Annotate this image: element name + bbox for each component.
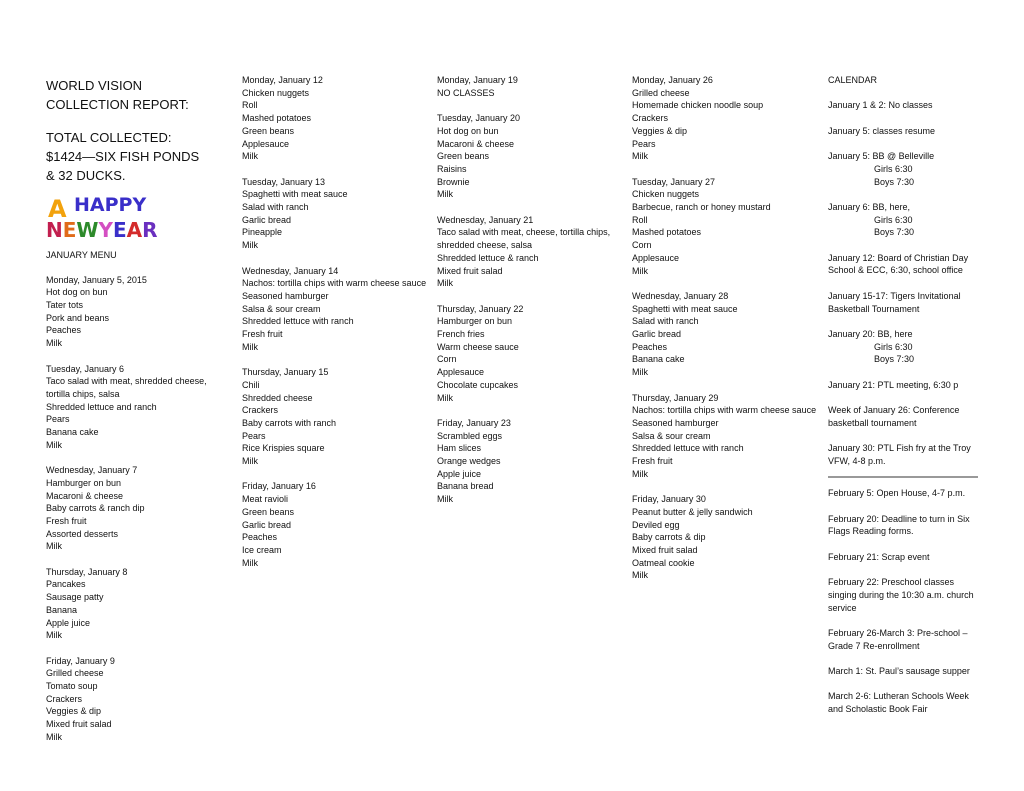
menu-item: Chicken nuggets <box>632 189 700 200</box>
menu-item: Hamburger on bun <box>437 316 513 327</box>
menu-item: Corn <box>437 354 457 365</box>
calendar-event-line: Boys 7:30 <box>874 176 915 187</box>
menu-day <box>242 74 427 163</box>
logo-line-2 <box>46 218 158 242</box>
menu-item: Hot dog on bun <box>46 287 108 298</box>
calendar-event-line: January 1 & 2: No classes <box>828 100 933 111</box>
menu-item: Milk <box>437 494 453 505</box>
menu-item: Hot dog on bun <box>437 125 499 136</box>
menu-item: Peaches <box>242 532 278 543</box>
menu-day-heading: Friday, January 9 <box>46 655 115 666</box>
menu-item: Ice cream <box>242 544 282 555</box>
calendar-event <box>828 442 978 467</box>
menu-item: Deviled egg <box>632 519 680 530</box>
menu-item: Green beans <box>242 125 295 136</box>
calendar-event-line: January 5: classes resume <box>828 125 936 136</box>
menu-item: Crackers <box>632 113 669 124</box>
menu-item: Warm cheese sauce <box>437 341 519 352</box>
menu-day-heading: Thursday, January 8 <box>46 566 128 577</box>
report-title: WORLD VISION COLLECTION REPORT: <box>46 78 189 112</box>
menu-item: Peaches <box>632 341 668 352</box>
menu-item: Mixed fruit salad <box>437 265 503 276</box>
menu-item: Milk <box>46 439 62 450</box>
menu-item: Roll <box>632 214 648 225</box>
menu-day <box>242 480 427 569</box>
menu-item: Tater tots <box>46 300 84 310</box>
menu-item: Green beans <box>437 151 490 162</box>
menu-day-heading: Friday, January 16 <box>242 481 316 492</box>
menu-item: Milk <box>242 151 258 162</box>
menu-days-col1 <box>46 274 226 744</box>
menu-day <box>46 655 226 744</box>
menu-days-col3 <box>437 74 622 506</box>
menu-item: Nachos: tortilla chips with warm cheese sauce <box>242 278 427 289</box>
menu-day <box>437 112 622 201</box>
menu-item: Salad with ranch <box>632 316 699 327</box>
menu-day <box>632 392 817 481</box>
menu-day-heading: Wednesday, January 21 <box>437 214 534 225</box>
calendar-event <box>828 125 978 138</box>
column-4 <box>632 74 817 595</box>
calendar-event-line: January 12: Board of Christian Day School & ECC, 6:30, school office <box>828 252 969 276</box>
menu-day <box>632 74 817 163</box>
menu-item: Banana cake <box>632 354 685 365</box>
calendar-event <box>828 379 978 392</box>
column-2 <box>242 74 427 582</box>
menu-item: Corn <box>632 240 652 251</box>
menu-item: Milk <box>632 265 648 276</box>
menu-item: Scrambled eggs <box>437 430 503 441</box>
menu-item: Milk <box>437 392 453 403</box>
menu-item: Mashed potatoes <box>632 227 702 238</box>
menu-item: Baby carrots with ranch <box>242 417 337 428</box>
menu-item: Fresh fruit <box>46 515 87 526</box>
menu-item: Fresh fruit <box>242 329 283 340</box>
calendar-event-line: Boys 7:30 <box>874 354 915 365</box>
menu-day <box>632 493 817 582</box>
menu-day-heading: Wednesday, January 14 <box>242 265 339 276</box>
menu-item: Crackers <box>242 405 279 416</box>
menu-item: Pears <box>46 414 70 425</box>
menu-item: Milk <box>46 731 62 742</box>
calendar-event-line: Girls 6:30 <box>874 341 913 352</box>
menu-item: Garlic bread <box>632 329 682 340</box>
menu-item: Peanut butter & jelly sandwich <box>632 506 753 517</box>
calendar-event <box>828 576 978 614</box>
menu-day-heading: Monday, January 19 <box>437 75 518 85</box>
menu-item: Seasoned hamburger <box>242 290 329 301</box>
menu-item: Milk <box>437 189 453 200</box>
menu-item: Milk <box>242 341 258 352</box>
logo-letter-e1: E <box>62 218 77 242</box>
menu-item: Milk <box>46 630 62 641</box>
menu-item: Banana cake <box>46 427 99 438</box>
logo-line-1: HAPPY <box>74 194 147 216</box>
calendar-event-line: Boys 7:30 <box>874 227 915 238</box>
logo-letter-w: W <box>76 218 99 242</box>
menu-item: Salad with ranch <box>242 202 309 213</box>
menu-item: Macaroni & cheese <box>46 490 124 501</box>
menu-item: Apple juice <box>46 617 91 628</box>
menu-item: Raisins <box>437 163 467 174</box>
menu-item: Pineapple <box>242 227 283 238</box>
calendar-event <box>828 290 978 315</box>
menu-item: Oatmeal cookie <box>632 557 695 568</box>
menu-item: Hamburger on bun <box>46 477 122 488</box>
calendar-event <box>828 99 978 112</box>
menu-day <box>46 464 226 553</box>
menu-day <box>242 265 427 354</box>
menu-item: Milk <box>46 338 62 349</box>
menu-day-heading: Thursday, January 15 <box>242 367 329 378</box>
menu-day-heading: Wednesday, January 28 <box>632 290 729 301</box>
menu-day-heading: Thursday, January 29 <box>632 392 719 403</box>
menu-item: Salsa & sour cream <box>632 430 711 441</box>
menu-item: Chili <box>242 379 260 390</box>
menu-item: Pancakes <box>46 579 86 590</box>
menu-item: Baby carrots & ranch dip <box>46 503 145 514</box>
calendar-event-line: January 15-17: Tigers Invitational Basketball Tournament <box>828 290 961 314</box>
menu-item: Salsa & sour cream <box>242 303 321 314</box>
menu-item: Fresh fruit <box>632 456 673 467</box>
menu-day-heading: Thursday, January 22 <box>437 303 524 314</box>
menu-day <box>437 214 622 290</box>
menu-item: Milk <box>242 557 258 568</box>
menu-item: Peaches <box>46 325 82 336</box>
calendar-event <box>828 665 978 678</box>
menu-day <box>242 366 427 468</box>
menu-day <box>437 417 622 506</box>
menu-day-heading: Tuesday, January 6 <box>46 363 125 374</box>
menu-item: Applesauce <box>437 367 485 378</box>
menu-item: Garlic bread <box>242 519 292 530</box>
calendar-event-line: February 22: Preschool classes singing during the 10:30 a.m. church service <box>828 577 974 613</box>
menu-day-heading: Friday, January 30 <box>632 494 706 505</box>
calendar-event-line: Week of January 26: Conference basketball tournament <box>828 405 960 428</box>
calendar-event <box>828 201 978 239</box>
calendar-event-line: January 21: PTL meeting, 6:30 p <box>828 379 959 390</box>
menu-item: Ham slices <box>437 443 482 454</box>
logo-letter-e2: E <box>112 218 127 242</box>
menu-item: Taco salad with meat, shredded cheese, tortilla chips, salsa <box>46 376 207 399</box>
logo-letter-a: A <box>126 218 143 242</box>
menu-item: Mashed potatoes <box>242 113 312 124</box>
menu-item: French fries <box>437 329 485 340</box>
menu-item: Shredded lettuce with ranch <box>632 443 744 454</box>
column-3 <box>437 74 622 519</box>
menu-day <box>437 303 622 405</box>
menu-item: Applesauce <box>632 252 680 263</box>
calendar-event-line: Girls 6:30 <box>874 163 913 174</box>
menu-item: Macaroni & cheese <box>437 138 515 149</box>
calendar-title: CALENDAR <box>828 75 878 85</box>
menu-item: Milk <box>632 570 648 581</box>
menu-item: Veggies & dip <box>632 125 688 136</box>
menu-item: Pork and beans <box>46 312 110 323</box>
calendar-event-line: February 5: Open House, 4-7 p.m. <box>828 488 966 499</box>
calendar-event-line: January 6: BB, here, <box>828 201 911 212</box>
column-5-calendar <box>828 74 978 729</box>
menu-item: Seasoned hamburger <box>632 417 719 428</box>
menu-item: Chicken nuggets <box>242 87 310 98</box>
menu-item: Banana <box>46 604 78 615</box>
menu-day-heading: Tuesday, January 27 <box>632 176 716 187</box>
menu-item: Milk <box>242 456 258 467</box>
calendar-event-line: January 30: PTL Fish fry at the Troy VFW, 4-8 p.m. <box>828 443 971 466</box>
calendar-event <box>828 328 978 366</box>
logo-letter-n: N <box>46 218 63 242</box>
menu-day-heading: Wednesday, January 7 <box>46 465 138 476</box>
menu-item: Garlic bread <box>242 214 292 225</box>
happy-new-year-logo <box>46 193 226 249</box>
logo-letter-r: R <box>142 218 158 242</box>
menu-day <box>46 363 226 452</box>
calendar-event <box>828 252 978 277</box>
menu-day <box>632 290 817 379</box>
menu-title: JANUARY MENU <box>46 250 117 260</box>
calendar-event-line: February 26-March 3: Pre-school – Grade 7 Re-enrollment <box>828 628 968 651</box>
menu-day-heading: Monday, January 12 <box>242 75 323 85</box>
menu-item: Chocolate cupcakes <box>437 379 519 390</box>
calendar-event-line: January 5: BB @ Belleville <box>828 151 935 162</box>
menu-item: Tomato soup <box>46 681 98 692</box>
calendar-event <box>828 487 978 500</box>
menu-day-heading: Monday, January 5, 2015 <box>46 274 147 285</box>
menu-item: Meat ravioli <box>242 494 289 505</box>
menu-item: Sausage patty <box>46 592 104 603</box>
logo-word-a: A <box>48 195 67 223</box>
logo-letter-y: Y <box>98 218 113 242</box>
menu-item: Nachos: tortilla chips with warm cheese sauce <box>632 405 817 416</box>
menu-day-heading: Friday, January 23 <box>437 417 511 428</box>
logo-newyear-letters <box>46 218 158 242</box>
menu-item: Shredded cheese <box>242 392 313 403</box>
menu-item: Green beans <box>242 506 295 517</box>
menu-item: Baby carrots & dip <box>632 532 706 543</box>
menu-item: NO CLASSES <box>437 87 495 98</box>
menu-item: Veggies & dip <box>46 706 102 717</box>
menu-item: Grilled cheese <box>46 668 104 679</box>
calendar-event-line: March 1: St. Paul’s sausage supper <box>828 666 970 677</box>
menu-item: Shredded lettuce & ranch <box>437 252 539 263</box>
menu-item: Orange wedges <box>437 456 501 467</box>
calendar-divider <box>828 476 978 478</box>
calendar-event <box>828 513 978 538</box>
report-total: TOTAL COLLECTED: $1424—SIX FISH PONDS & 32 DUCKS. <box>46 130 200 183</box>
menu-item: Shredded lettuce with ranch <box>242 316 354 327</box>
calendar-event <box>828 627 978 652</box>
calendar-event-line: January 20: BB, here <box>828 328 913 339</box>
menu-days-col2 <box>242 74 427 569</box>
menu-item: Applesauce <box>242 138 290 149</box>
menu-item: Milk <box>632 468 648 479</box>
menu-item: Barbecue, ranch or honey mustard <box>632 202 771 213</box>
column-1 <box>46 74 226 756</box>
menu-item: Pears <box>242 430 266 441</box>
menu-day <box>46 274 226 350</box>
calendar-event-line: February 21: Scrap event <box>828 551 930 562</box>
calendar-event <box>828 551 978 564</box>
menu-item: Milk <box>437 278 453 289</box>
menu-days-col4 <box>632 74 817 582</box>
menu-item: Rice Krispies square <box>242 443 325 454</box>
menu-day-heading: Tuesday, January 20 <box>437 113 521 124</box>
menu-item: Shredded lettuce and ranch <box>46 401 157 412</box>
menu-item: Pears <box>632 138 656 149</box>
menu-item: Crackers <box>46 693 83 704</box>
menu-item: Milk <box>632 151 648 162</box>
menu-item: Grilled cheese <box>632 87 690 98</box>
menu-item: Brownie <box>437 176 470 187</box>
menu-day-heading: Tuesday, January 13 <box>242 176 326 187</box>
calendar-event-line: Girls 6:30 <box>874 214 913 225</box>
calendar-event <box>828 404 978 429</box>
calendar-event-line: February 20: Deadline to turn in Six Flags Reading forms. <box>828 513 970 537</box>
menu-item: Mixed fruit salad <box>632 544 698 555</box>
menu-item: Mixed fruit salad <box>46 719 112 730</box>
menu-item: Milk <box>632 367 648 378</box>
menu-item: Banana bread <box>437 481 494 492</box>
logo-happy-letters <box>74 194 146 216</box>
menu-day <box>242 176 427 252</box>
menu-item: Assorted desserts <box>46 528 119 539</box>
menu-day <box>437 74 622 99</box>
menu-day <box>632 176 817 278</box>
calendar-events <box>828 99 978 716</box>
menu-item: Homemade chicken noodle soup <box>632 100 764 111</box>
menu-item: Taco salad with meat, cheese, tortilla chips, shredded cheese, salsa <box>437 227 611 251</box>
menu-item: Milk <box>46 541 62 552</box>
menu-item: Apple juice <box>437 468 482 479</box>
menu-day <box>46 566 226 642</box>
menu-item: Milk <box>242 240 258 251</box>
menu-item: Roll <box>242 100 258 111</box>
menu-day-heading: Monday, January 26 <box>632 75 713 85</box>
menu-item: Spaghetti with meat sauce <box>632 303 738 314</box>
calendar-event <box>828 690 978 715</box>
calendar-event-line: March 2-6: Lutheran Schools Week and Scholastic Book Fair <box>828 691 969 715</box>
happy-new-year-graphic <box>46 193 166 249</box>
menu-item: Spaghetti with meat sauce <box>242 189 348 200</box>
calendar-event <box>828 150 978 188</box>
